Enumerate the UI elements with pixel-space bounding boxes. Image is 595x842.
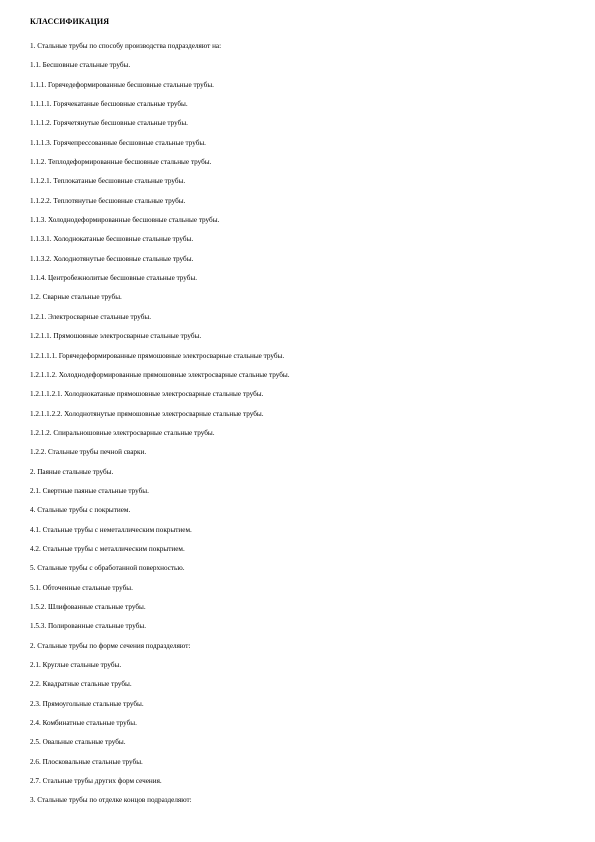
classification-line: 1.1.4. Центробежнолитые бесшовные стальные трубы. — [30, 274, 198, 283]
classification-line: 1.5.2. Шлифованные стальные трубы. — [30, 602, 146, 611]
classification-line: 1.2. Сварные стальные трубы. — [30, 293, 122, 302]
classification-line: 1.1.3.1. Холоднокатаные бесшовные стальные трубы. — [30, 235, 194, 244]
classification-line: 2.2. Квадратные стальные трубы. — [30, 680, 132, 689]
classification-line: 1.1.1.2. Горячетянутые бесшовные стальные трубы. — [30, 119, 188, 128]
classification-line: 1.1.1.1. Горячекатаные бесшовные стальные трубы. — [30, 100, 188, 109]
page-title: КЛАССИФИКАЦИЯ — [30, 17, 110, 26]
classification-line: 1.1.1. Горячедеформированные бесшовные стальные трубы. — [30, 80, 214, 89]
classification-line: 1.5.3. Полированные стальные трубы. — [30, 622, 146, 631]
classification-line: 2.1. Круглые стальные трубы. — [30, 661, 122, 669]
classification-line: 1.2.1.1.1. Горячедеформированные прямошовные электросварные стальные трубы. — [30, 351, 285, 360]
classification-line: 1.1.2.2. Теплотянутые бесшовные стальные трубы. — [30, 196, 186, 205]
classification-line: 4. Стальные трубы с покрытием. — [30, 506, 131, 515]
classification-line: 1.1.3.2. Холоднотянутые бесшовные стальные трубы. — [30, 254, 194, 263]
classification-line: 1.2.1.1.2.2. Холоднотянутые прямошовные электросварные стальные трубы. — [30, 409, 264, 418]
classification-line: 3. Стальные трубы по отделке концов подразделяют: — [30, 796, 192, 805]
classification-line: 1.1.1.3. Горячепрессованные бесшовные стальные трубы. — [30, 138, 206, 147]
classification-line: 2. Стальные трубы по форме сечения подразделяют: — [30, 641, 191, 650]
classification-line: 1.1.2.1. Теплокатаные бесшовные стальные трубы. — [30, 177, 186, 186]
classification-line: 2.4. Комбинатные стальные трубы. — [30, 719, 137, 728]
classification-line: 1.2.1.1. Прямошовные электросварные стальные трубы. — [30, 332, 202, 341]
classification-line: 2.7. Стальные трубы других форм сечения. — [30, 777, 162, 786]
classification-line: 1.2.1.1.2.1. Холоднокатаные прямошовные электросварные стальные трубы. — [30, 390, 264, 399]
classification-line: 2.3. Прямоугольные стальные трубы. — [30, 699, 144, 708]
classification-line: 2.1. Свертные паяные стальные трубы. — [30, 486, 149, 495]
classification-line: 1.1.3. Холоднодеформированные бесшовные стальные трубы. — [30, 216, 220, 225]
classification-line: 5.1. Обточенные стальные трубы. — [30, 583, 133, 592]
classification-line: 2. Паяные стальные трубы. — [30, 467, 114, 476]
classification-line: 2.5. Овальные стальные трубы. — [30, 738, 126, 747]
classification-line: 1.1.2. Теплодеформированные бесшовные стальные трубы. — [30, 158, 212, 167]
classification-line: 1. Стальные трубы по способу производства подразделяют на: — [30, 42, 222, 50]
classification-line: 1.2.1. Электросварные стальные трубы. — [30, 312, 152, 321]
classification-line: 1.1. Бесшовные стальные трубы. — [30, 61, 131, 70]
classification-line: 1.2.1.1.2. Холоднодеформированные прямошовные электросварные стальные трубы. — [30, 370, 290, 379]
classification-line: 2.6. Плосковальные стальные трубы. — [30, 757, 143, 766]
classification-line: 5. Стальные трубы с обработанной поверхностью. — [30, 564, 185, 573]
classification-list — [30, 40, 575, 814]
classification-line: 1.2.2. Стальные трубы печной сварки. — [30, 448, 147, 457]
classification-line: 1.2.1.2. Спиральношовные электросварные стальные трубы. — [30, 428, 215, 437]
classification-line: 4.1. Стальные трубы с неметаллическим покрытием. — [30, 525, 192, 534]
classification-line: 4.2. Стальные трубы с металлическим покрытием. — [30, 544, 185, 553]
